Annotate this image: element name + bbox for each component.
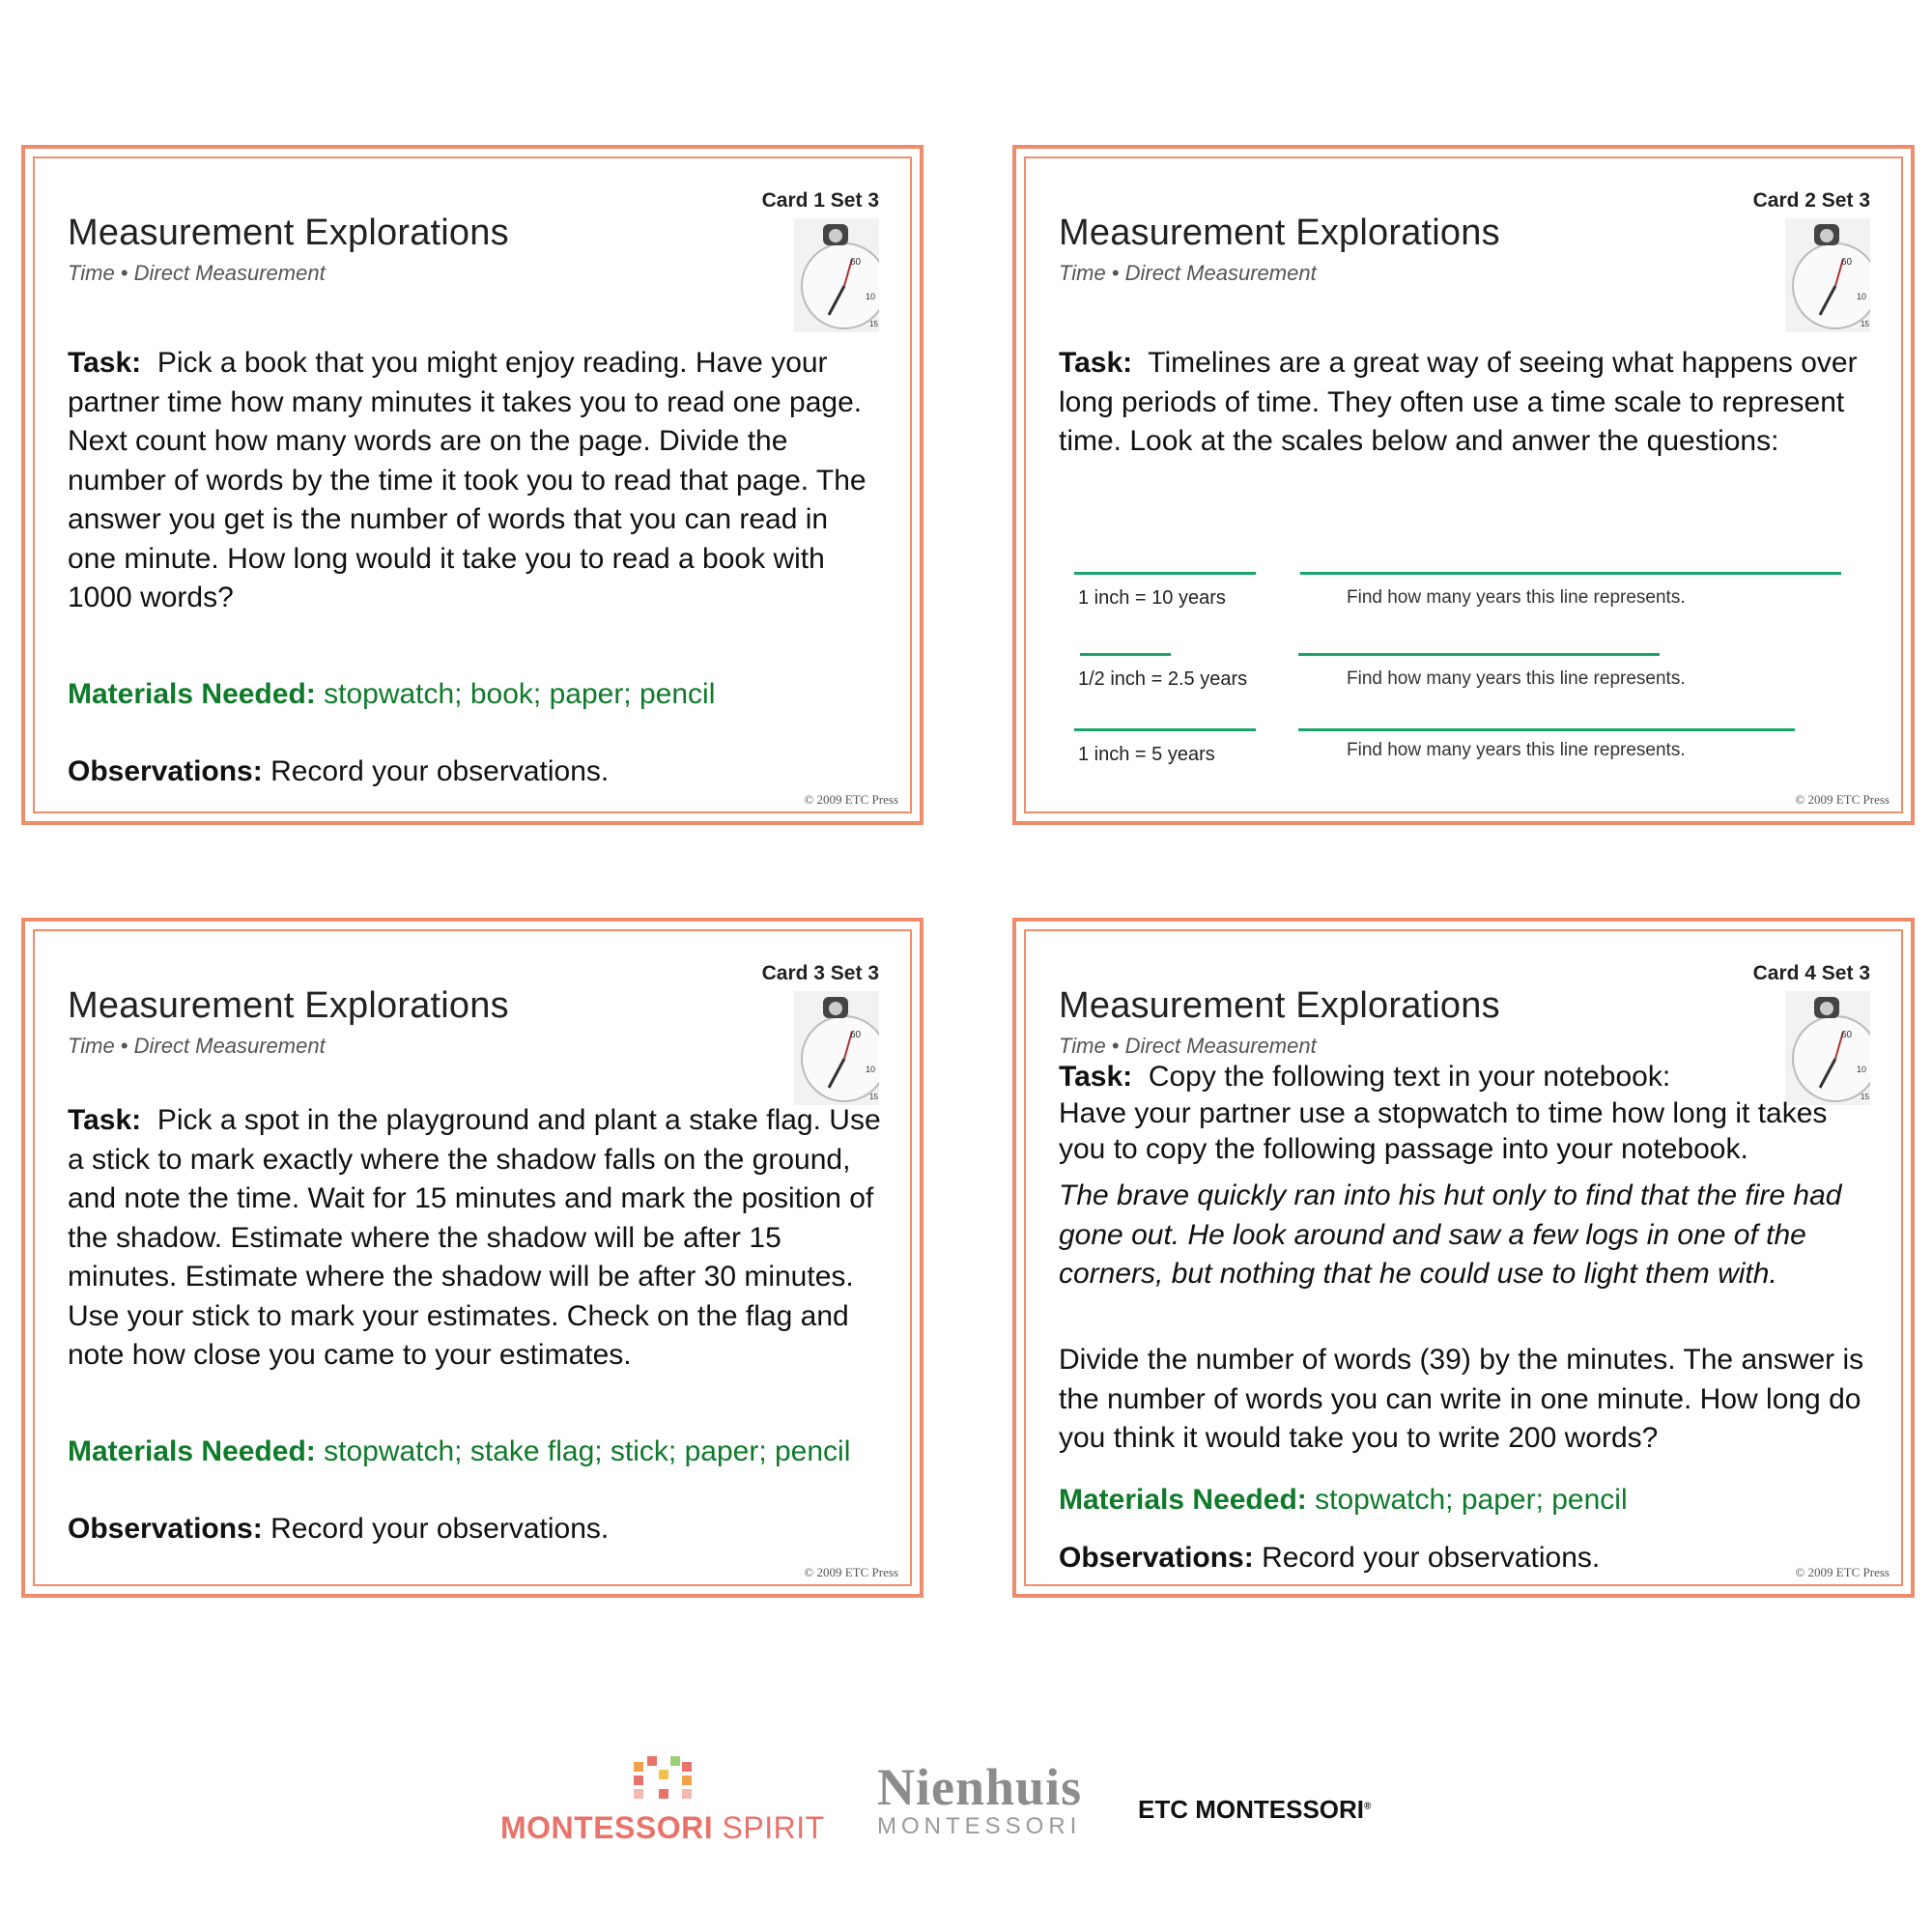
card-inner-border [1024,156,1903,813]
nienhuis-subtitle: MONTESSORI [877,1813,1082,1839]
svg-text:60: 60 [1841,1030,1853,1040]
observations-text: Record your observations. [270,1513,610,1545]
svg-text:15: 15 [1861,320,1869,328]
card-subtitle: Time • Direct Measurement [68,261,326,285]
task-paragraph [68,1101,881,1376]
scale-question: Find how many years this line represents. [1347,668,1686,689]
svg-text:60: 60 [1841,257,1853,268]
card-subtitle: Time • Direct Measurement [68,1034,326,1058]
montessori-spirit-logo [500,1756,829,1862]
materials-list: stopwatch; stake flag; stick; paper; pencil [324,1435,851,1467]
observations [1059,1542,1600,1575]
scale-measure-line [1298,728,1795,731]
scale-row-3 [1074,728,1872,786]
activity-card-4 [1012,918,1915,1598]
scale-unit-line [1074,728,1256,731]
card-title: Measurement Explorations [1059,213,1500,253]
task-label: Task: [68,347,142,379]
task-label: Task: [1059,347,1133,379]
wordmark-bold: MONTESSORI [500,1810,714,1845]
materials-needed [1059,1484,1628,1517]
svg-text:60: 60 [850,257,862,268]
activity-card-2 [1012,145,1915,825]
materials-label: Materials Needed: [68,678,316,710]
scale-label: 1 inch = 5 years [1078,744,1215,765]
scale-unit-line [1080,653,1171,656]
stopwatch-icon [794,218,879,332]
etc-montessori-logo [1138,1795,1371,1825]
copy-passage: The brave quickly ran into his hut only to find that the fire had gone out. He look around and saw a few logs in one of the corners, but nothing that he could use to light them with. [1059,1179,1842,1290]
scale-label: 1/2 inch = 2.5 years [1078,668,1248,690]
svg-text:10: 10 [866,1065,876,1074]
activity-card-1 [21,145,923,825]
card-subtitle: Time • Direct Measurement [1059,261,1317,285]
observations [68,755,609,788]
card-number: Card 4 Set 3 [1752,962,1870,984]
svg-text:15: 15 [1861,1093,1869,1101]
card-number: Card 3 Set 3 [761,962,879,984]
card-subtitle: Time • Direct Measurement [1059,1034,1317,1058]
montessori-spirit-mark-icon [634,1756,694,1803]
nienhuis-wordmark: Nienhuis [877,1758,1083,1816]
task-paragraph [68,344,881,618]
observations-text: Record your observations. [1262,1542,1601,1574]
scale-label: 1 inch = 10 years [1078,587,1226,609]
svg-text:15: 15 [869,320,878,328]
scale-question: Find how many years this line represents. [1347,740,1686,760]
copyright: © 2009 ETC Press [1795,1565,1889,1579]
svg-text:10: 10 [866,292,876,301]
scale-measure-line [1298,653,1660,656]
card-number: Card 1 Set 3 [761,189,879,212]
task-text: Pick a spot in the playground and plant a stake flag. Use a stick to mark exactly where the shadow falls on the ground, and note the time. Wait for 15 minutes and mark the position of the shadow. Estimate where the shadow will be after 15 minutes. Estimate where the shadow will be after 30 minutes. Use your stick to mark your estimates. Check on the flag and note how close you came to your estimates. [68,1104,881,1371]
stopwatch-icon [1785,218,1870,332]
nienhuis-logo [877,1758,1083,1866]
stopwatch-icon [1785,991,1870,1105]
task-text: Pick a book that you might enjoy reading. Have your partner time how many minutes it takes you to read one page. Next count how many words are on the page. Divide the number of words by the time it took you to read that page. The answer you get is the number of words that you can read in one minute. How long would it take you to read a book with 1000 words? [68,347,867,613]
card-title: Measurement Explorations [68,985,509,1026]
materials-needed [68,678,715,711]
observations-label: Observations: [1059,1542,1254,1574]
task-label: Task: [1059,1061,1133,1093]
materials-list: stopwatch; paper; pencil [1315,1484,1628,1516]
stopwatch-icon [794,991,879,1105]
svg-text:10: 10 [1857,292,1867,301]
registered-mark: ® [1364,1801,1372,1812]
task-label: Task: [68,1104,142,1136]
observations [68,1513,609,1546]
task-paragraph [1059,344,1872,462]
observations-text: Record your observations. [270,755,610,787]
scale-measure-line [1300,572,1841,575]
card-number: Card 2 Set 3 [1752,189,1870,212]
scale-row-1 [1074,572,1872,630]
activity-card-3 [21,918,923,1598]
svg-text:10: 10 [1857,1065,1867,1074]
copyright: © 2009 ETC Press [804,1565,898,1579]
observations-label: Observations: [68,1513,263,1545]
observations-label: Observations: [68,755,263,787]
materials-needed [68,1435,850,1468]
task-text: Copy the following text in your notebook: [1148,1061,1671,1093]
card-title: Measurement Explorations [68,213,509,253]
card-title: Measurement Explorations [1059,985,1500,1026]
montessori-spirit-wordmark [500,1810,825,1846]
materials-list: stopwatch; book; paper; pencil [324,678,716,710]
wordmark-light: SPIRIT [713,1810,825,1845]
scale-row-2 [1074,653,1872,711]
copyright: © 2009 ETC Press [1795,792,1889,807]
copyright: © 2009 ETC Press [804,792,898,807]
svg-text:60: 60 [850,1030,862,1040]
task-instruction: Have your partner use a stopwatch to time how long it takes you to copy the following passage into your notebook. [1059,1097,1828,1165]
svg-text:15: 15 [869,1093,878,1101]
divide-instruction: Divide the number of words (39) by the minutes. The answer is the number of words you can write in one minute. How long do you think it would take you to write 200 words? [1059,1344,1864,1454]
task-text: Timelines are a great way of seeing what happens over long periods of time. They often use a time scale to represent time. Look at the scales below and anwer the questions: [1059,347,1858,457]
task-paragraph [1059,1059,1776,1094]
scale-unit-line [1074,572,1256,575]
etc-wordmark: ETC MONTESSORI [1138,1795,1365,1824]
scale-question: Find how many years this line represents. [1347,587,1686,608]
materials-label: Materials Needed: [1059,1484,1307,1516]
materials-label: Materials Needed: [68,1435,316,1467]
brand-logos [0,1756,1932,1872]
